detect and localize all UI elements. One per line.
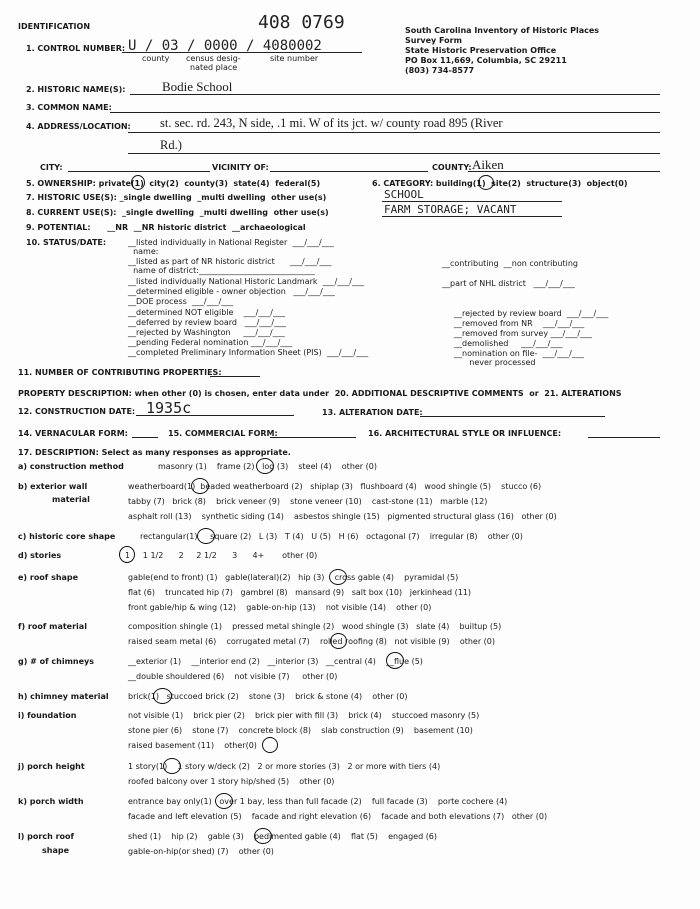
- address-line-1: st. sec. rd. 243, N side, .1 mi. W of its jct. w/ county road 895 (River: [160, 116, 503, 130]
- contributing-properties-label: 11. NUMBER OF CONTRIBUTING PROPERTIES:: [18, 368, 222, 377]
- common-name-line: [110, 112, 660, 113]
- architectural-style-line: [588, 437, 660, 438]
- status-item-3: __listed as part of NR historic district ___/___/___: [128, 257, 332, 266]
- row-j-options-2: roofed balcony over 1 story hip/shed (5) other (0): [128, 777, 335, 786]
- status-label: 10. STATUS/DATE:: [26, 238, 107, 247]
- construction-date-line: [136, 415, 294, 416]
- status-item-9: __deferred by review board ___/___/___: [128, 318, 287, 327]
- row-c-options: rectangular(1) square (2) L (3) T (4) U (5) H (6) octagonal (7) irregular (8) other (0): [140, 532, 523, 541]
- control-number-line: [122, 52, 362, 53]
- rectangular-circle: [197, 528, 215, 544]
- row-i-options-3: raised basement (11) other(0): [128, 741, 257, 750]
- row-d-options: 1 1 1/2 2 2 1/2 3 4+ other (0): [125, 551, 318, 560]
- row-b-options-2: tabby (7) brick (8) brick veneer (9) stone veneer (10) cast-stone (11) marble (12): [128, 497, 488, 506]
- row-i-options-1: not visible (1) brick pier (2) brick pier with fill (3) brick (4) stuccoed masonry (5): [128, 711, 480, 720]
- row-k-options-2: facade and left elevation (5) facade and right elevation (6) facade and both elevations (7) other (0): [128, 812, 548, 821]
- vicinity-label: VICINITY OF:: [212, 163, 269, 172]
- row-f-options-1: composition shingle (1) pressed metal shingle (2) wood shingle (3) slate (4) builtup (5): [128, 622, 502, 631]
- row-b-label: b) exterior wall: [18, 482, 88, 491]
- row-j-options-1: 1 story(1) 1 story w/deck (2) 2 or more stories (3) 2 or more with tiers (4): [128, 762, 441, 771]
- ownership-line: 5. OWNERSHIP: private(1) city(2) county(3) state(4) federal(5): [26, 179, 321, 188]
- status-item-1: __listed individually in National Register ___/___/___: [128, 238, 334, 247]
- current-use-line: 8. CURRENT USE(S): _single dwelling _multi dwelling other use(s): [26, 208, 329, 217]
- potential-line: 9. POTENTIAL: __NR __NR historic district __archaeological: [26, 223, 306, 232]
- historic-name-line: [130, 94, 660, 95]
- address-rule-2: [128, 153, 660, 154]
- historic-use-rule: [382, 201, 562, 202]
- stories-one-circle: [119, 546, 135, 563]
- status-item-2: name:: [128, 247, 159, 256]
- status-item-7: __DOE process ___/___/___: [128, 297, 234, 306]
- control-sub-county: county: [142, 54, 170, 63]
- historic-name-label: 2. HISTORIC NAME(S):: [26, 85, 126, 94]
- status-right-4: __removed from NR ___/___/___: [454, 319, 585, 328]
- row-l-label: l) porch roof: [18, 832, 74, 841]
- agency-line-3: State Historic Preservation Office: [405, 46, 557, 55]
- frame-circle: [256, 458, 274, 474]
- status-item-4: name of district:_____________________________: [128, 266, 315, 275]
- description-heading: 17. DESCRIPTION: Select as many responses as appropriate.: [18, 448, 291, 457]
- control-number-label: 1. CONTROL NUMBER:: [26, 44, 126, 53]
- status-right-1: __contributing __non contributing: [442, 259, 578, 268]
- row-c-label: c) historic core shape: [18, 532, 116, 541]
- one-story-porch-circle: [163, 758, 181, 774]
- row-k-label: k) porch width: [18, 797, 84, 806]
- row-e-options-1: gable(end to front) (1) gable(lateral)(2) hip (3) cross gable (4) pyramidal (5): [128, 573, 459, 582]
- status-item-5: __listed individually National Historic Landmark ___/___/___: [128, 277, 364, 286]
- row-l-options-2: gable-on-hip(or shed) (7) other (0): [128, 847, 274, 856]
- property-description-note: PROPERTY DESCRIPTION: when other (0) is chosen, enter data under 20. ADDITIONAL DESCRIPTIVE COMMENTS or 21. ALTERATIONS: [18, 389, 622, 398]
- row-j-label: j) porch height: [18, 762, 85, 771]
- identification-heading: IDENTIFICATION: [18, 22, 91, 31]
- row-f-options-2: raised seam metal (6) corrugated metal (7) rolled roofing (8) not visible (9) other (0): [128, 637, 495, 646]
- control-sub-census2: nated place: [190, 63, 238, 72]
- contributing-properties-line: [210, 376, 260, 377]
- status-right-6: __demolished ___/___/___: [454, 339, 563, 348]
- address-rule-1: [128, 132, 660, 133]
- status-item-10: __rejected by Washington ___/___/___: [128, 328, 285, 337]
- architectural-style-label: 16. ARCHITECTURAL STYLE OR INFLUENCE:: [368, 429, 562, 438]
- construction-date-label: 12. CONSTRUCTION DATE:: [18, 407, 136, 416]
- status-right-5: __removed from survey ___/___/___: [454, 329, 593, 338]
- row-h-options: brick(1) stuccoed brick (2) stone (3) brick & stone (4) other (0): [128, 692, 408, 701]
- historic-use-value: SCHOOL: [384, 188, 424, 201]
- county-line: [468, 171, 660, 172]
- commercial-form-line: [270, 437, 356, 438]
- address-line-2: Rd.): [160, 138, 182, 152]
- status-right-7: __nomination on file- ___/___/___: [454, 349, 584, 358]
- row-g-options-1: __exterior (1) __interior end (2) __interior (3) __central (4) __flue (5): [128, 657, 423, 666]
- gable-porch-circle: [254, 828, 272, 844]
- row-k-options-1: entrance bay only(1) over 1 bay, less than full facade (2) full facade (3) porte cochere (4): [128, 797, 508, 806]
- row-i-options-2: stone pier (6) stone (7) concrete block (8) slab construction (9) basement (10): [128, 726, 473, 735]
- row-h-label: h) chimney material: [18, 692, 109, 701]
- row-g-options-2: __double shouldered (6) not visible (7) other (0): [128, 672, 338, 681]
- county-value: Aiken: [472, 157, 504, 172]
- entrance-bay-circle: [215, 793, 233, 809]
- common-name-label: 3. COMMON NAME:: [26, 103, 112, 112]
- category-line: 6. CATEGORY: building(1) site(2) structure(3) object(0): [372, 179, 628, 188]
- corrugated-metal-circle: [330, 633, 347, 649]
- current-use-value: FARM STORAGE; VACANT: [384, 203, 517, 216]
- ownership-private-circle: [131, 175, 145, 190]
- gable-lateral-circle: [329, 569, 347, 585]
- alteration-date-label: 13. ALTERATION DATE:: [322, 408, 423, 417]
- row-b-label2: material: [52, 495, 90, 504]
- control-sub-site: site number: [270, 54, 319, 63]
- weatherboard-circle: [191, 478, 209, 494]
- status-item-11: __pending Federal nomination ___/___/___: [128, 338, 293, 347]
- interior-chimney-circle: [386, 652, 404, 669]
- row-b-options-1: weatherboard(1) beaded weatherboard (2) shiplap (3) flushboard (4) wood shingle (5) stucco (6): [128, 482, 542, 491]
- historic-name-value: Bodie School: [162, 79, 233, 94]
- row-a-options: masonry (1) frame (2) log (3) steel (4) other (0): [158, 462, 377, 471]
- commercial-form-label: 15. COMMERCIAL FORM:: [168, 429, 278, 438]
- row-i-label: i) foundation: [18, 711, 77, 720]
- county-label: COUNTY:: [432, 163, 472, 172]
- status-item-6: __determined eligible - owner objection ___/___/___: [128, 287, 335, 296]
- current-use-rule: [382, 216, 562, 217]
- brick-chimney-circle: [153, 688, 172, 704]
- status-right-3: __rejected by review board ___/___/___: [454, 309, 609, 318]
- vernacular-form-line: [132, 437, 158, 438]
- status-right-8: never processed: [454, 358, 536, 367]
- handwritten-inventory-number: 408 0769: [258, 12, 345, 33]
- row-d-label: d) stories: [18, 551, 62, 560]
- city-line: [68, 171, 210, 172]
- vernacular-form-label: 14. VERNACULAR FORM:: [18, 429, 128, 438]
- row-g-label: g) # of chimneys: [18, 657, 95, 666]
- foundation-other-circle: [262, 737, 278, 753]
- agency-line-2: Survey Form: [405, 36, 462, 45]
- row-b-options-3: asphalt roll (13) synthetic siding (14) asbestos shingle (15) pigmented structural glass (16) other (0): [128, 512, 557, 521]
- status-item-12: __completed Preliminary Information Sheet (PIS) ___/___/___: [128, 348, 369, 357]
- control-number-value: U / 03 / 0000 / 4080002: [128, 38, 322, 54]
- status-item-8: __determined NOT eligible ___/___/___: [128, 308, 285, 317]
- address-label: 4. ADDRESS/LOCATION:: [26, 122, 131, 131]
- row-a-label: a) construction method: [18, 462, 124, 471]
- city-label: CITY:: [40, 163, 63, 172]
- historic-use-line: 7. HISTORIC USE(S): _single dwelling _multi dwelling other use(s): [26, 193, 327, 202]
- agency-line-4: PO Box 11,669, Columbia, SC 29211: [405, 56, 567, 65]
- status-right-2: __part of NHL district ___/___/___: [442, 279, 575, 288]
- agency-line-1: South Carolina Inventory of Historic Places: [405, 26, 600, 35]
- row-e-label: e) roof shape: [18, 573, 79, 582]
- category-building-circle: [478, 175, 494, 190]
- row-l-options-1: shed (1) hip (2) gable (3) pedimented gable (4) flat (5) engaged (6): [128, 832, 438, 841]
- construction-date-value: 1935c: [146, 399, 192, 417]
- row-l-label2: shape: [42, 846, 70, 855]
- vicinity-line: [270, 171, 428, 172]
- alteration-date-line: [420, 416, 605, 417]
- row-e-options-3: front gable/hip & wing (12) gable-on-hip (13) not visible (14) other (0): [128, 603, 432, 612]
- control-sub-census: census desig-: [186, 54, 241, 63]
- agency-line-5: (803) 734-8577: [405, 66, 475, 75]
- row-f-label: f) roof material: [18, 622, 87, 631]
- row-e-options-2: flat (6) truncated hip (7) gambrel (8) mansard (9) salt box (10) jerkinhead (11): [128, 588, 472, 597]
